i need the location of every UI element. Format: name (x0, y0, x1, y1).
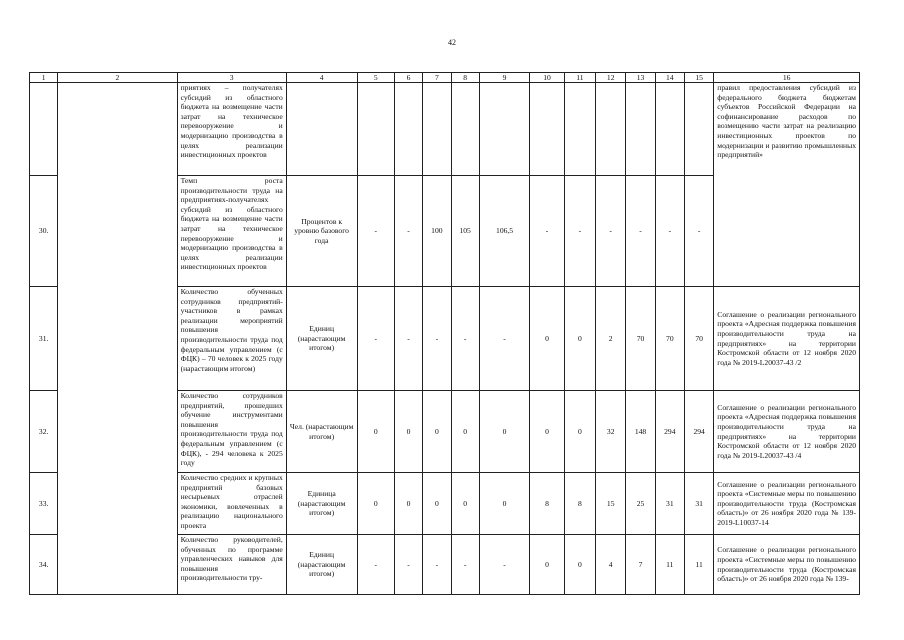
value-cell: 8 (564, 473, 595, 535)
value-cell: 11 (684, 535, 713, 595)
value-cell: - (479, 287, 530, 391)
indicator-description: Количество сотрудников предприятий, прошедших обучение инструментами повышения производительности труда под федеральным управлением (с ФЦК), - 294 человека к 2025 году (177, 391, 286, 473)
value-cell: - (357, 287, 394, 391)
value-cell: 31 (655, 473, 684, 535)
value-cell: 294 (684, 391, 713, 473)
indicators-table (29, 72, 860, 595)
value-cell: - (451, 287, 479, 391)
row-number: 34. (30, 535, 58, 595)
value-cell: 70 (655, 287, 684, 391)
col-header: 6 (394, 73, 422, 83)
col-header: 14 (655, 73, 684, 83)
value-cell: 106,5 (479, 176, 530, 287)
indicator-description: Темп роста производительности труда на предприятиях-получателях субсидий из областного бюджета на возмещение части затрат на техническое перевооружение и модернизацию производства в целях реализации инвестиционных проектов (177, 176, 286, 287)
col-header: 10 (530, 73, 564, 83)
value-cell: 70 (626, 287, 655, 391)
col-header: 3 (177, 73, 286, 83)
value-cell: 15 (596, 473, 626, 535)
indicator-description: Количество руководителей, обученных по программе управленческих навыков для повышения производительности тру- (177, 535, 286, 595)
value-cell: 148 (626, 391, 655, 473)
col-header: 1 (30, 73, 58, 83)
unit: Единиц (нарастающим итогом) (286, 535, 357, 595)
value-cell: 0 (423, 391, 451, 473)
value-cell: - (684, 176, 713, 287)
value-cell: 0 (451, 391, 479, 473)
value-cell: 0 (530, 391, 564, 473)
value-cell: 0 (564, 391, 595, 473)
value-cell: 0 (394, 391, 422, 473)
col-header: 13 (626, 73, 655, 83)
value-cell: - (479, 535, 530, 595)
table-row (30, 83, 860, 176)
value-cell: - (626, 176, 655, 287)
value-cell: 32 (596, 391, 626, 473)
row-number: 32. (30, 391, 58, 473)
value-cell: - (423, 287, 451, 391)
unit: Процентов к уровню базового года (286, 176, 357, 287)
row-number: 31. (30, 287, 58, 391)
col-header: 16 (714, 73, 860, 83)
value-cell: 2 (596, 287, 626, 391)
value-cell: - (394, 176, 422, 287)
value-cell: 0 (479, 391, 530, 473)
col-header: 4 (286, 73, 357, 83)
value-cell: - (357, 535, 394, 595)
value-cell: 0 (451, 473, 479, 535)
value-cell: 294 (655, 391, 684, 473)
col-header: 2 (58, 73, 177, 83)
source-note: Соглашение о реализации регионального проекта «Системные меры по повышению производительности труда (Костромская область)» от 26 ноября 2020 года № 139- (714, 535, 860, 595)
value-cell: - (596, 176, 626, 287)
indicator-description: Количество обученных сотрудников предприятий-участников в рамках реализации мероприятий повышения производительности труда под федеральным управлением (с ФЦК) – 70 человек к 2025 году (нарастающим итогом) (177, 287, 286, 391)
value-cell: - (655, 176, 684, 287)
col-header: 7 (423, 73, 451, 83)
value-cell: - (564, 176, 595, 287)
value-cell: - (530, 176, 564, 287)
source-note: Соглашение о реализации регионального проекта «Адресная поддержка повышения производительности труда на предприятиях» на территории Костромской области от 12 ноября 2020 года № 2019-L20037-43 /2 (714, 287, 860, 391)
value-cell: 25 (626, 473, 655, 535)
unit: Единица (нарастающим итогом) (286, 473, 357, 535)
column-number-row (30, 73, 860, 83)
value-cell: 0 (564, 535, 595, 595)
value-cell: 0 (479, 473, 530, 535)
source-note: Соглашение о реализации регионального проекта «Адресная поддержка повышения производительности труда на предприятиях» на территории Костромской области от 12 ноября 2020 года № 2019-L20037-43 /4 (714, 391, 860, 473)
value-cell: 4 (596, 535, 626, 595)
value-cell: 11 (655, 535, 684, 595)
col-header: 11 (564, 73, 595, 83)
col-header: 15 (684, 73, 713, 83)
unit: Чел. (нарастающим итогом) (286, 391, 357, 473)
value-cell: 0 (564, 287, 595, 391)
indicator-description: Количество средних и крупных предприятий базовых несырьевых отраслей экономики, вовлеченных в реализацию национального проекта (177, 473, 286, 535)
value-cell: - (394, 535, 422, 595)
value-cell: 0 (357, 473, 394, 535)
merged-empty-cell (58, 83, 177, 595)
value-cell: - (423, 535, 451, 595)
value-cell: 7 (626, 535, 655, 595)
page-number: 42 (448, 38, 456, 47)
value-cell: 0 (357, 391, 394, 473)
value-cell: 0 (423, 473, 451, 535)
value-cell: 100 (423, 176, 451, 287)
col-header: 5 (357, 73, 394, 83)
value-cell: 31 (684, 473, 713, 535)
source-note: правил предоставления субсидий из федерального бюджета бюджетам субъектов Российской Федерации на софинансирование расходов по возмещению части затрат на реализацию инвестиционных проектов по модернизации и развитию промышленных предприятий» (714, 83, 860, 287)
value-cell: 0 (394, 473, 422, 535)
row-number: 30. (30, 176, 58, 287)
indicator-description: приятиях – получателях субсидий из областного бюджета на возмещение части затрат на техническое перевооружение и модернизацию производства в целях реализации инвестиционных проектов (177, 83, 286, 176)
value-cell: - (394, 287, 422, 391)
value-cell: - (451, 535, 479, 595)
value-cell: 0 (530, 535, 564, 595)
value-cell: 70 (684, 287, 713, 391)
col-header: 8 (451, 73, 479, 83)
unit: Единиц (нарастающим итогом) (286, 287, 357, 391)
value-cell: 105 (451, 176, 479, 287)
col-header: 9 (479, 73, 530, 83)
value-cell: 8 (530, 473, 564, 535)
row-number (30, 83, 58, 176)
value-cell: 0 (530, 287, 564, 391)
row-number: 33. (30, 473, 58, 535)
value-cell: - (357, 176, 394, 287)
source-note: Соглашение о реализации регионального проекта «Системные меры по повышению производительности труда (Костромская область)» от 26 ноября 2020 года № 139-2019-L10037-14 (714, 473, 860, 535)
col-header: 12 (596, 73, 626, 83)
